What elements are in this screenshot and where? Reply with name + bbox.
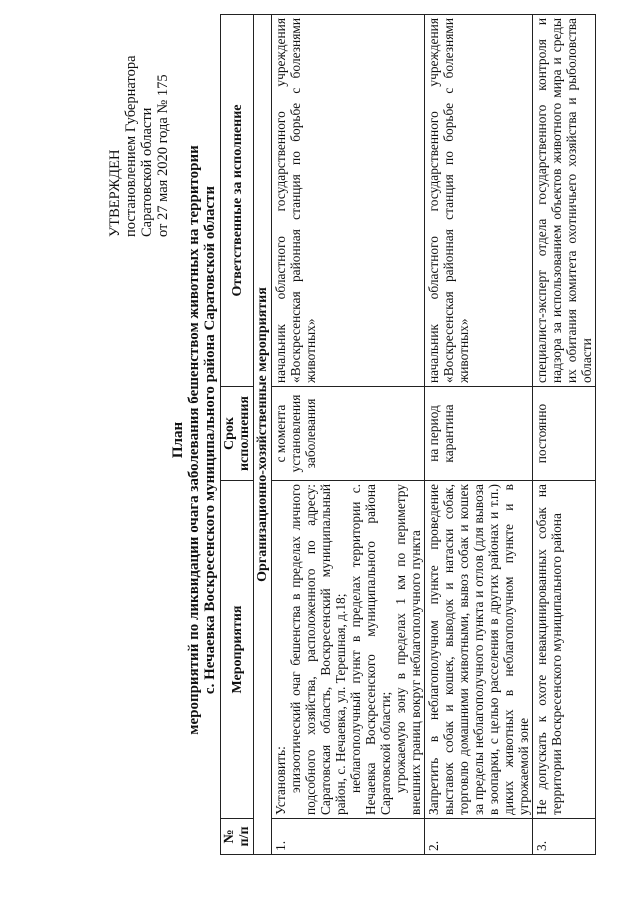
section-title: Организационно-хозяйственные мероприятия (254, 15, 272, 855)
row-number: 2. (425, 819, 533, 855)
header-responsible: Ответственные за исполнение (221, 15, 254, 387)
approval-date: от 27 мая 2020 года № 175 (155, 74, 171, 237)
row-measure (533, 481, 596, 819)
plan-table (220, 14, 596, 855)
approval-stamp: УТВЕРЖДЕН (107, 149, 123, 237)
table-header-row (221, 15, 254, 855)
section-row (254, 15, 272, 855)
row-number: 1. (272, 819, 425, 855)
header-measure: Мероприятия (221, 481, 254, 819)
row-number: 3. (533, 819, 596, 855)
title-line: мероприятий по ликвидации очага заболевания бешенством животных на территории (186, 145, 202, 735)
measure-paragraph: неблагополучный пункт в пределах территории с. Нечаевка Воскресенского муниципального района Саратовской области; (348, 484, 393, 815)
approval-line: постановлением Губернатора (123, 55, 139, 237)
table-row (272, 15, 425, 855)
table-row (533, 15, 596, 855)
row-term: постоянно (533, 387, 596, 481)
row-term: на период карантина (425, 387, 533, 481)
approval-block (107, 12, 171, 237)
measure-paragraph: Запретить в неблагополучном пункте проведение выставок собак и кошек, выводок и натаски собак, торговлю домашними животными, вывоз собак и кошек за пределы неблагополучного пункта и отлов (для вывоза в зоопарки, с целью расселения в других районах и т.п.) диких животных в неблагополучном пункте и в угрожаемой зоне (426, 484, 531, 815)
row-responsible: начальник областного государственного учреждения «Воскресенская районная станция по борьбе с болезнями животных» (425, 15, 533, 387)
approval-line: Саратовской области (139, 107, 155, 237)
measure-paragraph: эпизоотический очаг бешенства в пределах личного подсобного хозяйства, расположенного по адресу: Саратовская область, Воскресенский муниципальный район, с. Нечаевка, ул. Терешная, д.18; (288, 484, 348, 815)
row-term: с момента установления заболевания (272, 387, 425, 481)
row-measure (272, 481, 425, 819)
row-responsible: специалист-эксперт отдела государственного контроля и надзора за использованием объектов животного мира и среды их обитания комитета охотничьего хозяйства и рыболовства области (533, 15, 596, 387)
row-measure (425, 481, 533, 819)
measure-paragraph: угрожаемую зону в пределах 1 км по периметру внешних границ вокруг неблагополучного пункта (393, 484, 423, 815)
plan-title (170, 45, 218, 835)
measure-paragraph: Не допускать к охоте невакцинированных собак на территории Воскресенского муниципального района (534, 484, 564, 815)
header-term: Срок исполнения (221, 387, 254, 481)
measure-paragraph: Установить: (273, 746, 288, 815)
row-responsible: начальник областного государственного учреждения «Воскресенская районная станция по борьбе с болезнями животных» (272, 15, 425, 387)
header-num: № п/п (221, 819, 254, 855)
table-row (425, 15, 533, 855)
title-line: с. Нечаевка Воскресенского муниципального района Саратовской области (202, 185, 218, 695)
title-line: План (170, 421, 186, 459)
